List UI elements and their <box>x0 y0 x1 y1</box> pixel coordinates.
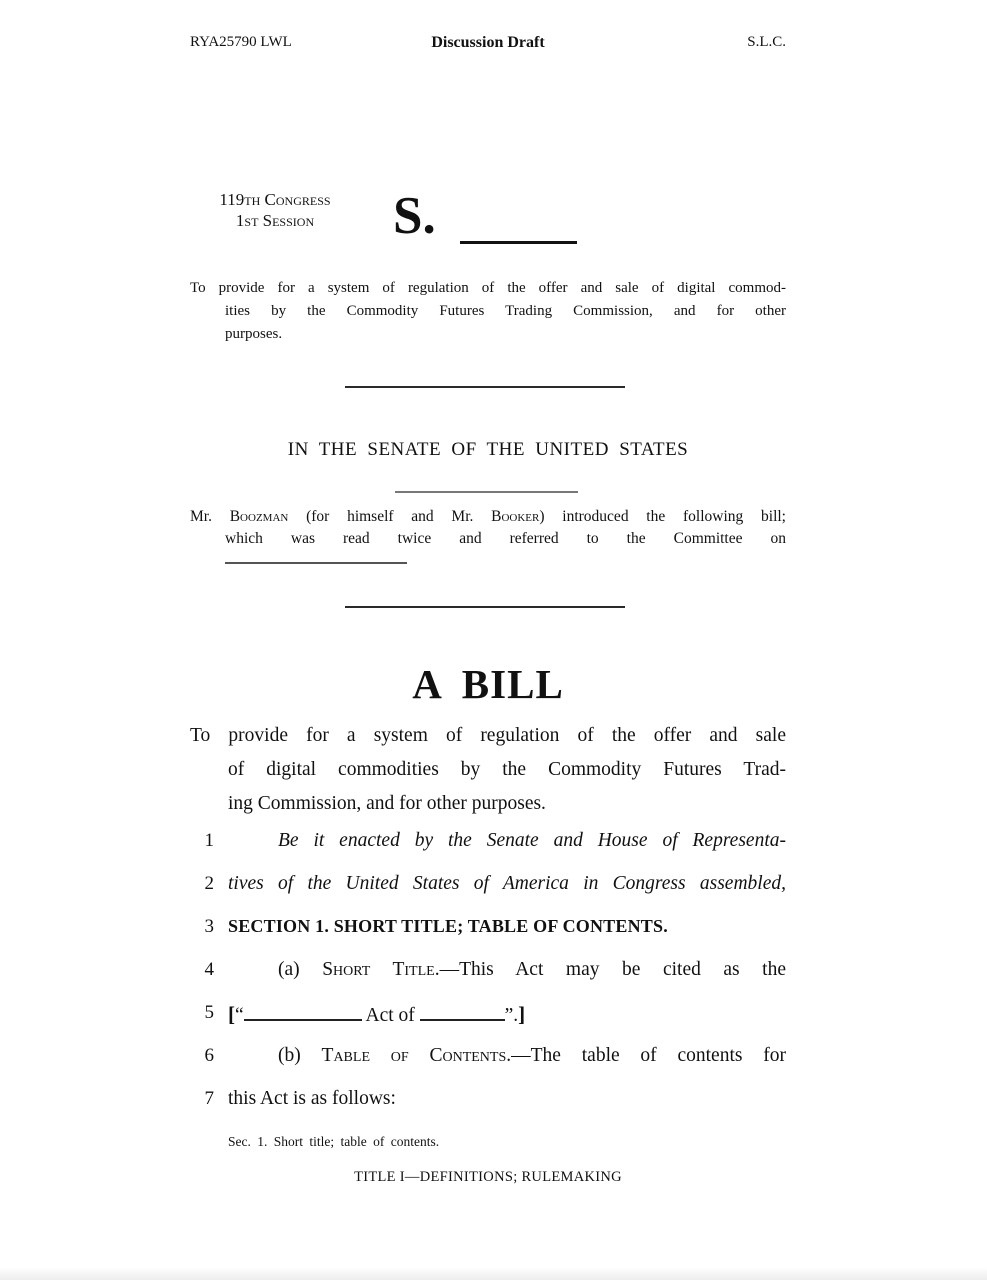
congress-session-caption <box>190 189 360 231</box>
act-name-blank <box>244 1004 362 1021</box>
enacting-clause-line: Be it enacted by the Senate and House of Representa- <box>278 830 786 851</box>
official-title-line: To provide for a system of regulation of the offer and sale of digital commod- <box>190 280 786 296</box>
sponsor-text: Mr. <box>190 508 230 525</box>
sponsor-line <box>190 506 786 528</box>
line-number: 7 <box>204 1088 214 1109</box>
bracket-close: ] <box>518 1002 526 1026</box>
bill-body <box>190 830 786 1140</box>
bill-designation-letter: S. <box>393 187 436 245</box>
citation-mid-text: Act of <box>365 1005 415 1026</box>
title-i-heading: TITLE I—DEFINITIONS; RULEMAKING <box>354 1169 622 1185</box>
senate-heading: IN THE SENATE OF THE UNITED STATES <box>287 439 689 460</box>
bill-line <box>190 1045 786 1067</box>
subsection-label: (b) <box>278 1045 322 1066</box>
official-title-line: ities by the Commodity Futures Trading Commission, and for other <box>225 303 786 319</box>
bill-line <box>190 830 786 852</box>
line-number: 6 <box>204 1045 214 1066</box>
section-1-heading: SECTION 1. SHORT TITLE; TABLE OF CONTENTS. <box>228 916 668 936</box>
enacting-clause-line: tives of the United States of America in Congress assembled, <box>228 873 786 894</box>
long-title <box>190 719 786 821</box>
official-title <box>190 277 786 346</box>
short-title-line <box>228 959 786 981</box>
quote-open: “ <box>235 1005 244 1026</box>
draft-status-label: Discussion Draft <box>431 34 545 51</box>
official-title-line: purposes. <box>225 326 283 342</box>
short-title-smallcaps: Short Title <box>322 959 435 980</box>
bill-line <box>190 916 786 937</box>
line-number: 5 <box>204 1002 214 1023</box>
toc-intro-line <box>228 1045 786 1067</box>
bill-line <box>190 959 786 981</box>
sponsor-line: which was read twice and referred to the Committee on <box>225 529 786 547</box>
long-title-line: ing Commission, and for other purposes. <box>228 793 546 814</box>
congress-number: 119th Congress <box>219 190 331 209</box>
separator-rule <box>345 386 625 388</box>
long-title-line: To provide for a system of regulation of the offer and sale <box>190 725 786 746</box>
bill-number-blank <box>460 241 577 244</box>
line-number: 2 <box>204 873 214 894</box>
sponsor-name-boozman: Boozman <box>229 508 289 525</box>
act-year-blank <box>420 1004 505 1021</box>
sponsor-text: (for himself and Mr. <box>288 508 492 525</box>
sponsor-paragraph <box>190 506 786 549</box>
line-number: 3 <box>204 916 214 937</box>
toc-entry-sec1: Sec. 1. Short title; table of contents. <box>228 1134 440 1149</box>
bill-heading: A BILL <box>412 661 564 707</box>
toc-intro-text: .—The table of contents for <box>506 1045 786 1066</box>
sponsor-name-booker: Booker <box>491 508 540 525</box>
toc-smallcaps: Table of Contents <box>321 1045 507 1066</box>
line-number: 4 <box>204 959 214 980</box>
bill-line <box>190 1002 786 1027</box>
session-number: 1st Session <box>235 211 315 230</box>
bill-line <box>190 873 786 895</box>
document-id: RYA25790 LWL <box>190 34 292 50</box>
committee-name-blank <box>225 562 407 564</box>
sponsor-text: ) introduced the following bill; <box>539 508 786 525</box>
line-number: 1 <box>204 830 214 851</box>
page-header <box>190 34 786 54</box>
bill-line <box>190 1088 786 1110</box>
office-code: S.L.C. <box>747 34 786 50</box>
separator-rule-short <box>395 491 578 493</box>
page-bottom-fade <box>0 1267 987 1280</box>
bracket-open: [ <box>228 1002 236 1026</box>
separator-rule <box>345 606 625 608</box>
long-title-line: of digital commodities by the Commodity Futures Trad- <box>228 759 786 780</box>
toc-intro-continuation: this Act is as follows: <box>228 1088 396 1109</box>
subsection-label: (a) <box>278 959 323 980</box>
short-title-text: .—This Act may be cited as the <box>434 959 786 980</box>
quote-close: ”. <box>504 1005 519 1026</box>
citation-blank-line <box>228 1002 786 1027</box>
